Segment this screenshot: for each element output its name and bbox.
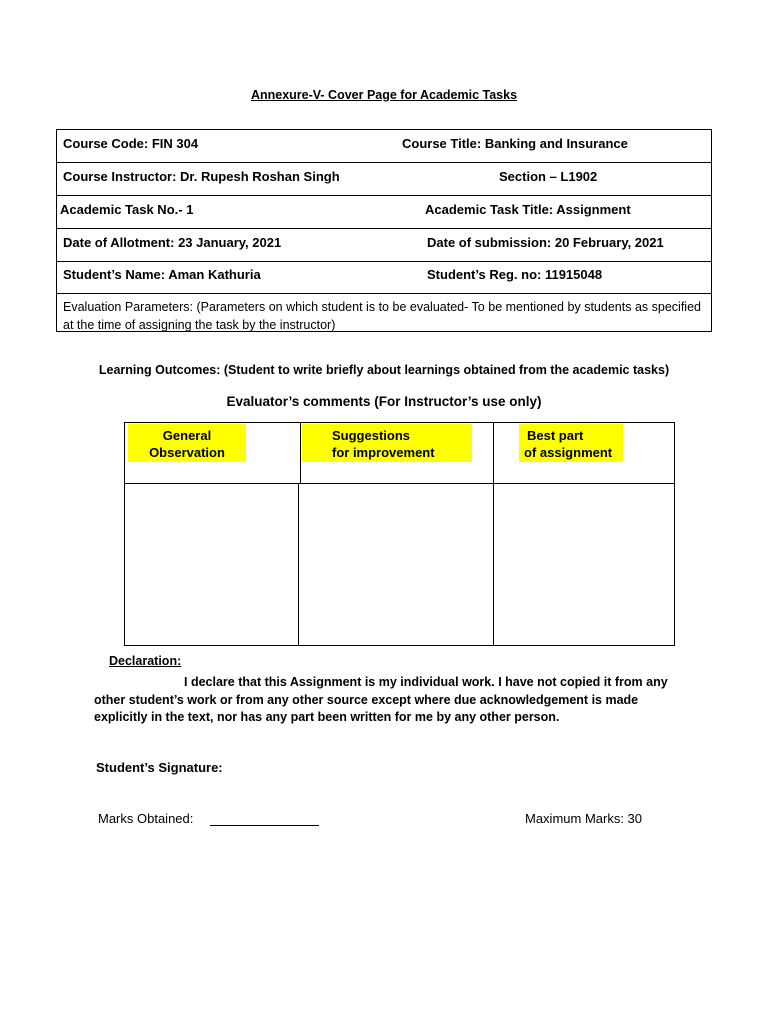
academic-task-no: Academic Task No.- 1 — [60, 202, 194, 217]
column-header-best-part: Best part of assignment — [519, 424, 623, 462]
date-of-submission: Date of submission: 20 February, 2021 — [427, 235, 664, 250]
student-reg-no: Student’s Reg. no: 11915048 — [427, 267, 603, 282]
marks-obtained-blank — [210, 825, 319, 826]
section: Section – L1902 — [499, 169, 598, 184]
evaluator-heading: Evaluator’s comments (For Instructor’s use only) — [226, 394, 542, 409]
table-row — [57, 196, 711, 229]
student-name: Student’s Name: Aman Kathuria — [63, 267, 261, 282]
table-row — [57, 229, 711, 262]
declaration-label: Declaration: — [109, 654, 182, 668]
course-title: Course Title: Banking and Insurance — [402, 136, 628, 151]
maximum-marks: Maximum Marks: 30 — [525, 811, 643, 826]
marks-obtained-label: Marks Obtained: — [98, 811, 194, 826]
table-row — [57, 163, 711, 196]
evaluation-parameters: Evaluation Parameters: (Parameters on which student is to be evaluated- To be mentioned by students as specified at the time of assigning the task by the instructor) — [63, 300, 701, 332]
date-of-allotment: Date of Allotment: 23 January, 2021 — [63, 235, 282, 250]
table-row — [57, 262, 711, 294]
student-signature-label: Student’s Signature: — [96, 760, 223, 775]
page-title: Annexure-V- Cover Page for Academic Tasks — [250, 88, 518, 102]
table-row — [57, 130, 711, 163]
course-instructor: Course Instructor: Dr. Rupesh Roshan Singh — [63, 169, 340, 184]
course-info-table — [56, 129, 712, 332]
evaluator-comments-table — [124, 422, 675, 646]
course-code: Course Code: FIN 304 — [63, 136, 199, 151]
column-header-suggestions: Suggestions for improvement — [302, 424, 472, 462]
column-header-general-observation: General Observation — [128, 424, 246, 462]
declaration-text: I declare that this Assignment is my individual work. I have not copied it from any other student’s work or from any other source except where due acknowledgement is made explicitly in the text, nor has any part been written for me by any other person. — [94, 675, 668, 724]
learning-outcomes: Learning Outcomes: (Student to write briefly about learnings obtained from the academic tasks) — [98, 363, 670, 377]
table-row — [57, 294, 711, 332]
academic-task-title: Academic Task Title: Assignment — [425, 202, 631, 217]
